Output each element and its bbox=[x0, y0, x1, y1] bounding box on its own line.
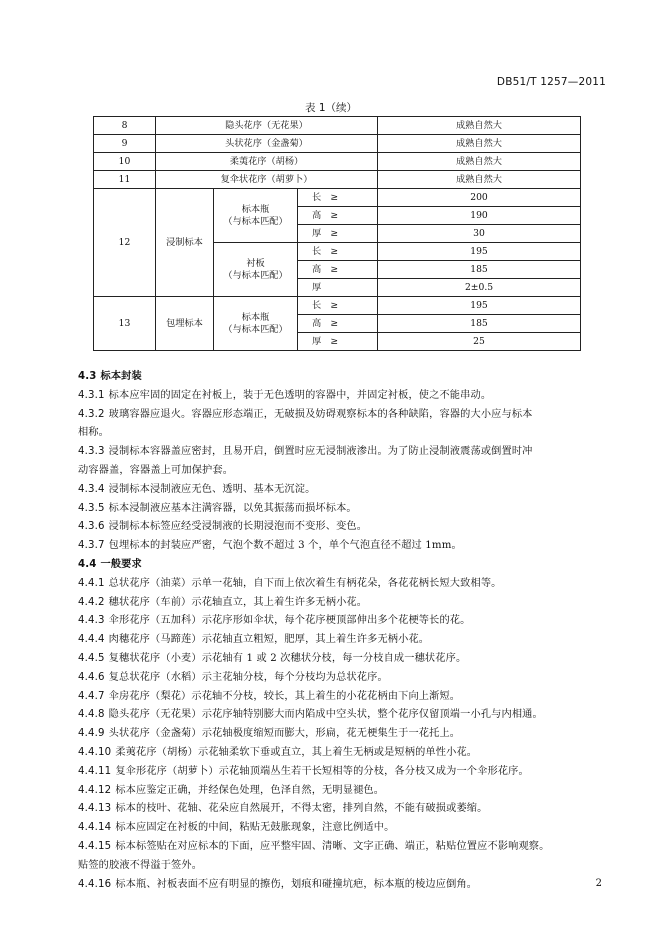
clause-number: 4.4.11 bbox=[78, 765, 112, 777]
clause-text: 柔荑花序（胡杨）示花轴柔软下垂或直立，其上着生无柄或是短柄的单性小花。 bbox=[115, 746, 478, 758]
clause-text: 总状花序（油菜）示单一花轴，自下而上依次着生有柄花朵，各花花柄长短大致相等。 bbox=[108, 577, 502, 589]
dimension-value: 195 bbox=[378, 297, 581, 315]
clause-line bbox=[78, 462, 598, 481]
specimen-type: 浸制标本 bbox=[156, 189, 214, 297]
clause-text: 浸制标本标签应经受浸制液的长期浸泡而不变形、变色。 bbox=[108, 521, 368, 533]
dimension-symbol: 厚 bbox=[298, 279, 378, 297]
clause-text: 标本应固定在衬板的中间，粘贴无鼓胀现象，注意比例适中。 bbox=[115, 822, 395, 834]
clause-text: 复伞形花序（胡萝卜）示花轴顶端丛生若干长短相等的分枝，各分枝又成为一个伞形花序。 bbox=[115, 765, 529, 777]
dimension-value: 185 bbox=[378, 261, 581, 279]
dimension-value: 30 bbox=[378, 225, 581, 243]
clause-number: 4.3.6 bbox=[78, 521, 105, 533]
row-number: 12 bbox=[94, 189, 156, 297]
clause-text: 标本封装 bbox=[100, 371, 142, 382]
specimen-name: 隐头花序（无花果） bbox=[156, 117, 378, 135]
clause-text: 玻璃容器应退火。容器应形态端正，无破损及妨碍观察标本的各种缺陷，容器的大小应与标本 bbox=[108, 408, 533, 420]
clause-number: 4.4.10 bbox=[78, 746, 112, 758]
clause-number: 4.4.12 bbox=[78, 784, 112, 796]
requirement: 成熟自然大 bbox=[378, 117, 581, 135]
section-heading bbox=[78, 368, 598, 387]
table-row bbox=[94, 297, 581, 315]
row-number: 13 bbox=[94, 297, 156, 351]
dimension-value: 185 bbox=[378, 315, 581, 333]
table-row bbox=[94, 117, 581, 135]
clause-line bbox=[78, 838, 598, 857]
clause-number: 4.4.15 bbox=[78, 840, 112, 852]
clause-line bbox=[78, 763, 598, 782]
clause-line bbox=[78, 443, 598, 462]
dimension-symbol: 高 ≥ bbox=[298, 207, 378, 225]
clause-number: 4.3.1 bbox=[78, 389, 105, 401]
clause-line bbox=[78, 669, 598, 688]
dimension-symbol: 高 ≥ bbox=[298, 315, 378, 333]
clause-list bbox=[78, 368, 598, 894]
clause-number: 4.4.1 bbox=[78, 577, 105, 589]
dimension-symbol: 长 ≥ bbox=[298, 243, 378, 261]
clause-text: 伞房花序（梨花）示花轴不分枝，较长，其上着生的小花花柄由下向上渐短。 bbox=[108, 690, 461, 702]
clause-text: 一般要求 bbox=[100, 558, 142, 570]
page-number: 2 bbox=[595, 878, 602, 889]
clause-number: 4.4.8 bbox=[78, 709, 105, 721]
container-label bbox=[214, 243, 298, 297]
dimension-value: 2±0.5 bbox=[378, 279, 581, 297]
clause-text: 隐头花序（无花果）示花序轴特别膨大而内陷成中空头状，整个花序仅留顶端一小孔与内相通。 bbox=[108, 709, 543, 721]
dimension-symbol: 长 ≥ bbox=[298, 189, 378, 207]
clause-line bbox=[78, 706, 598, 725]
clause-number: 4.4.2 bbox=[78, 596, 105, 608]
clause-line bbox=[78, 631, 598, 650]
clause-number: 4.4.13 bbox=[78, 803, 112, 815]
clause-text: 包埋标本的封装应严密，气泡个数不超过 3 个，单个气泡直径不超过 1mm。 bbox=[108, 540, 462, 552]
dimension-value: 25 bbox=[378, 333, 581, 351]
clause-number: 4.4.4 bbox=[78, 634, 105, 646]
dimension-value: 200 bbox=[378, 189, 581, 207]
clause-line bbox=[78, 575, 598, 594]
clause-line bbox=[78, 744, 598, 763]
container-note: （与标本匹配） bbox=[223, 323, 288, 335]
clause-line bbox=[78, 594, 598, 613]
clause-line bbox=[78, 876, 598, 895]
clause-line bbox=[78, 800, 598, 819]
clause-line bbox=[78, 406, 598, 425]
clause-number: 4.3.4 bbox=[78, 483, 105, 495]
container-note: （与标本匹配） bbox=[223, 215, 288, 227]
clause-number: 4.4 bbox=[78, 558, 97, 570]
clause-text: 标本浸制液应基本注满容器，以免其振荡而损坏标本。 bbox=[108, 502, 357, 514]
dimension-symbol: 长 ≥ bbox=[298, 297, 378, 315]
clause-number: 4.4.3 bbox=[78, 615, 105, 627]
row-number: 10 bbox=[94, 153, 156, 171]
requirement: 成熟自然大 bbox=[378, 153, 581, 171]
clause-text: 贴签的胶液不得溢于签外。 bbox=[78, 859, 203, 871]
clause-text: 标本标签贴在对应标本的下面，应平整牢固、清晰、文字正确、端正，粘贴位置应不影响观察。 bbox=[115, 840, 550, 852]
clause-line bbox=[78, 725, 598, 744]
table-row bbox=[94, 171, 581, 189]
clause-number: 4.3.3 bbox=[78, 446, 105, 458]
clause-line bbox=[78, 612, 598, 631]
table-row bbox=[94, 135, 581, 153]
row-number: 8 bbox=[94, 117, 156, 135]
clause-text: 相称。 bbox=[78, 427, 110, 439]
dimension-value: 195 bbox=[378, 243, 581, 261]
specimen-type: 包埋标本 bbox=[156, 297, 214, 351]
clause-line bbox=[78, 537, 598, 556]
clause-number: 4.4.16 bbox=[78, 878, 112, 890]
requirement: 成熟自然大 bbox=[378, 135, 581, 153]
specimen-name: 头状花序（金盏菊） bbox=[156, 135, 378, 153]
clause-number: 4.3.2 bbox=[78, 408, 105, 420]
clause-line bbox=[78, 387, 598, 406]
clause-text: 肉穗花序（马蹄莲）示花轴直立粗短，肥厚，其上着生许多无柄小花。 bbox=[108, 634, 430, 646]
clause-line bbox=[78, 481, 598, 500]
clause-text: 标本应鉴定正确，并经保色处理，色泽自然，无明显褪色。 bbox=[115, 784, 385, 796]
clause-number: 4.4.9 bbox=[78, 728, 105, 740]
container-label bbox=[214, 297, 298, 351]
clause-line bbox=[78, 782, 598, 801]
clause-text: 标本瓶、衬板表面不应有明显的擦伤，划痕和碰撞坑疤，标本瓶的棱边应倒角。 bbox=[115, 878, 478, 890]
clause-number: 4.4.6 bbox=[78, 671, 105, 683]
section-heading bbox=[78, 556, 598, 575]
clause-number: 4.4.5 bbox=[78, 652, 105, 664]
clause-line bbox=[78, 688, 598, 707]
container-name: 标本瓶 bbox=[241, 203, 270, 215]
specimen-name: 柔荑花序（胡杨） bbox=[156, 153, 378, 171]
dimension-value: 190 bbox=[378, 207, 581, 225]
requirement: 成熟自然大 bbox=[378, 171, 581, 189]
table-caption: 表 1（续） bbox=[304, 102, 358, 114]
clause-number: 4.4.7 bbox=[78, 690, 105, 702]
clause-number: 4.3.7 bbox=[78, 540, 105, 552]
dimension-symbol: 高 ≥ bbox=[298, 261, 378, 279]
clause-text: 复总状花序（水稻）示主花轴分枝，每个分枝均为总状花序。 bbox=[108, 671, 388, 683]
clause-text: 伞形花序（五加科）示花序形如伞状，每个花序梗顶部伸出多个花梗等长的花。 bbox=[108, 615, 471, 627]
clause-text: 头状花序（金盏菊）示花轴极度缩短而膨大，形扁，花无梗集生于一花托上。 bbox=[108, 728, 461, 740]
table-row bbox=[94, 189, 581, 207]
row-number: 9 bbox=[94, 135, 156, 153]
dimension-symbol: 厚 ≥ bbox=[298, 333, 378, 351]
clause-number: 4.3.5 bbox=[78, 502, 105, 514]
clause-text: 标本的枝叶、花轴、花朵应自然展开，不得太密，排列自然，不能有破损或萎缩。 bbox=[115, 803, 488, 815]
standard-code: DB51/T 1257—2011 bbox=[496, 76, 606, 88]
clause-text: 浸制标本浸制液应无色、透明、基本无沉淀。 bbox=[108, 483, 316, 495]
clause-line bbox=[78, 650, 598, 669]
table-row bbox=[94, 153, 581, 171]
row-number: 11 bbox=[94, 171, 156, 189]
container-note: （与标本匹配） bbox=[223, 269, 288, 281]
clause-text: 复穗状花序（小麦）示花轴有 1 或 2 次穗状分枝，每一分枝自成一穗状花序。 bbox=[108, 652, 467, 664]
clause-text: 穗状花序（车前）示花轴直立，其上着生许多无柄小花。 bbox=[108, 596, 368, 608]
clause-line bbox=[78, 857, 598, 876]
clause-text: 标本应牢固的固定在衬板上，装于无色透明的容器中，并固定衬板，使之不能串动。 bbox=[108, 389, 492, 401]
clause-number: 4.3 bbox=[78, 371, 97, 382]
container-name: 衬板 bbox=[246, 257, 265, 269]
clause-line bbox=[78, 819, 598, 838]
dimension-symbol: 厚 ≥ bbox=[298, 225, 378, 243]
clause-line bbox=[78, 518, 598, 537]
clause-text: 浸制标本容器盖应密封，且易开启，倒置时应无浸制液渗出。为了防止浸制液震荡或倒置时冲 bbox=[108, 446, 533, 458]
container-label bbox=[214, 189, 298, 243]
clause-line bbox=[78, 424, 598, 443]
clause-number: 4.4.14 bbox=[78, 822, 112, 834]
clause-line bbox=[78, 500, 598, 519]
specimen-name: 复伞状花序（胡萝卜） bbox=[156, 171, 378, 189]
spec-table bbox=[93, 116, 581, 351]
container-name: 标本瓶 bbox=[241, 311, 270, 323]
clause-text: 动容器盖，容器盖上可加保护套。 bbox=[78, 464, 234, 476]
